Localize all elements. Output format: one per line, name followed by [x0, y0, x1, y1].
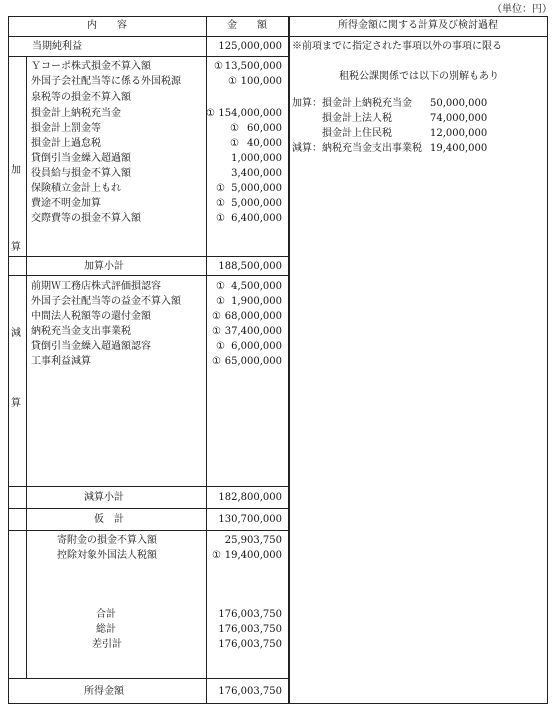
- calc-line-label: 納税充当金支出事業税: [322, 143, 422, 154]
- deduction-item-amount: 6,000,000: [231, 341, 282, 352]
- addition-item-amount: 1,000,000: [231, 153, 282, 164]
- header-bottom-border: [8, 36, 289, 37]
- deduction-subtotal-amount: 182,800,000: [218, 492, 282, 503]
- calc-top-border: [289, 16, 547, 17]
- deduction-item-amount: 1,900,000: [231, 296, 282, 307]
- addition-item-label: 交際費等の損金不算入額: [31, 213, 141, 224]
- addition-item-label: 損金計上過怠税: [31, 138, 101, 149]
- total-label: 合計: [96, 609, 116, 620]
- addition-item-amount: 40,000: [247, 138, 282, 149]
- addition-item-mark: ①: [216, 213, 225, 224]
- addition-item-mark: ①: [206, 108, 215, 119]
- calc-note-scope: ※前項までに指定された事項以外の事項に限る: [292, 41, 502, 52]
- header-calc: 所得金額に関する計算及び検討過程: [338, 20, 498, 31]
- table-left-border: [8, 16, 9, 704]
- addition-item-mark: ①: [228, 76, 237, 87]
- table-bottom-border: [8, 703, 289, 704]
- calc-note-alternative: 租税公課関係では以下の別解もあり: [339, 71, 499, 82]
- header-item: 内 容: [87, 20, 127, 31]
- adjustment-item-amount: 19,400,000: [224, 550, 282, 561]
- calc-line-prefix: 加算：: [292, 98, 322, 109]
- provisional-amount: 130,700,000: [218, 514, 282, 525]
- deduction-side-label-2: 算: [11, 398, 21, 409]
- deduction-item-mark: ①: [216, 281, 225, 292]
- taxable-income-label: 所得金額: [84, 686, 124, 697]
- grand-total-label: 総計: [96, 624, 116, 635]
- adjustment-item-mark: ①: [212, 550, 221, 561]
- deduction-item-amount: 65,000,000: [224, 356, 282, 367]
- deduction-item-label: 納税充当金支出事業税: [31, 326, 131, 337]
- net-total-label: 差引計: [92, 639, 122, 650]
- provisional-label: 仮 計: [94, 514, 124, 525]
- deduction-item-label: 工事利益減算: [31, 356, 91, 367]
- addition-item-label: Ｙコーポ株式損金不算入額: [31, 61, 151, 72]
- calc-line-prefix: 減算：: [292, 143, 322, 154]
- addition-item-amount: 154,000,000: [218, 108, 282, 119]
- deduction-subtotal-bottom-border: [8, 508, 289, 509]
- addition-item-amount: 13,500,000: [224, 61, 282, 72]
- calc-column-left-border-2: [289, 16, 290, 704]
- provisional-bottom-border: [8, 530, 289, 531]
- header-amount: 金 額: [227, 20, 267, 31]
- addition-item-amount: 5,000,000: [231, 183, 282, 194]
- addition-item-amount: 3,400,000: [231, 168, 282, 179]
- deduction-item-amount: 68,000,000: [224, 311, 282, 322]
- addition-item-label: 保険積立金計上もれ: [31, 183, 121, 194]
- deduction-item-amount: 4,500,000: [231, 281, 282, 292]
- adjustment-item-label: 控除対象外国法人税額: [57, 550, 157, 561]
- calc-line-label: 損金計上法人税: [322, 113, 392, 124]
- table-right-border: [547, 16, 548, 704]
- addition-item-label: 役員給与損金不算入額: [31, 168, 131, 179]
- additions-bottom-border: [8, 256, 289, 257]
- addition-subtotal-label: 加算小計: [84, 261, 124, 272]
- deductions-bottom-border: [8, 486, 289, 487]
- deduction-item-amount: 37,400,000: [224, 326, 282, 337]
- calc-bottom-border: [289, 703, 547, 704]
- addition-item-amount: 60,000: [247, 123, 282, 134]
- calc-line-amount: 12,000,000: [430, 128, 488, 139]
- addition-subtotal-amount: 188,500,000: [218, 261, 282, 272]
- addition-item-label: 貸倒引当金繰入超過額: [31, 153, 131, 164]
- deduction-item-label: 貸倒引当金繰入超過額認容: [31, 341, 151, 352]
- deduction-side-label: 減: [11, 328, 21, 339]
- total-amount: 176,003,750: [218, 609, 282, 620]
- calc-line-label: 損金計上納税充当金: [322, 98, 412, 109]
- deduction-item-label: 前期Ｗ工務店株式評価損認容: [31, 281, 161, 292]
- net-income-bottom-border: [8, 56, 289, 57]
- grand-total-amount: 176,003,750: [218, 624, 282, 635]
- addition-side-label-2: 算: [11, 242, 21, 253]
- addition-item-label: 外国子会社配当等に係る外国税源: [31, 76, 181, 87]
- side-column-border: [26, 56, 27, 678]
- addition-item-amount: 6,400,000: [231, 213, 282, 224]
- net-total-amount: 176,003,750: [218, 639, 282, 650]
- table-top-border: [8, 16, 289, 17]
- deduction-item-mark: ①: [212, 311, 221, 322]
- addition-item-mark: ①: [230, 138, 239, 149]
- addition-side-label: 加: [11, 165, 21, 176]
- addition-item-amount: 100,000: [240, 76, 282, 87]
- calc-line-amount: 50,000,000: [430, 98, 488, 109]
- net-income-amount: 125,000,000: [218, 41, 282, 52]
- deduction-subtotal-label: 減算小計: [84, 492, 124, 503]
- unit-label: （単位：円）: [492, 4, 552, 15]
- addition-item-mark: ①: [214, 61, 223, 72]
- adjustment-item-amount: 25,903,750: [224, 535, 282, 546]
- addition-subtotal-bottom-border: [8, 275, 289, 276]
- addition-item-label: 損金計上納税充当金: [31, 108, 121, 119]
- net-income-label: 当期純利益: [32, 41, 82, 52]
- deduction-item-mark: ①: [216, 341, 225, 352]
- addition-item-amount: 5,000,000: [231, 198, 282, 209]
- adjustment-item-label: 寄附金の損金不算入額: [57, 535, 157, 546]
- totals-bottom-border: [8, 678, 289, 679]
- addition-item-label: 泉税等の損金不算入額: [31, 92, 131, 103]
- taxable-income-amount: 176,003,750: [218, 686, 282, 697]
- calc-header-bottom-border: [289, 36, 547, 37]
- deduction-item-mark: ①: [212, 326, 221, 337]
- deduction-item-label: 中間法人税額等の還付金額: [31, 311, 151, 322]
- addition-item-mark: ①: [216, 198, 225, 209]
- addition-item-mark: ①: [216, 183, 225, 194]
- deduction-item-mark: ①: [212, 356, 221, 367]
- addition-item-label: 費途不明金加算: [31, 198, 101, 209]
- addition-item-mark: ①: [230, 123, 239, 134]
- calc-line-label: 損金計上住民税: [322, 128, 392, 139]
- addition-item-label: 損金計上罰金等: [31, 123, 101, 134]
- calc-line-amount: 19,400,000: [430, 143, 488, 154]
- deduction-item-mark: ①: [216, 296, 225, 307]
- deduction-item-label: 外国子会社配当等の益金不算入額: [31, 296, 181, 307]
- calc-line-amount: 74,000,000: [430, 113, 488, 124]
